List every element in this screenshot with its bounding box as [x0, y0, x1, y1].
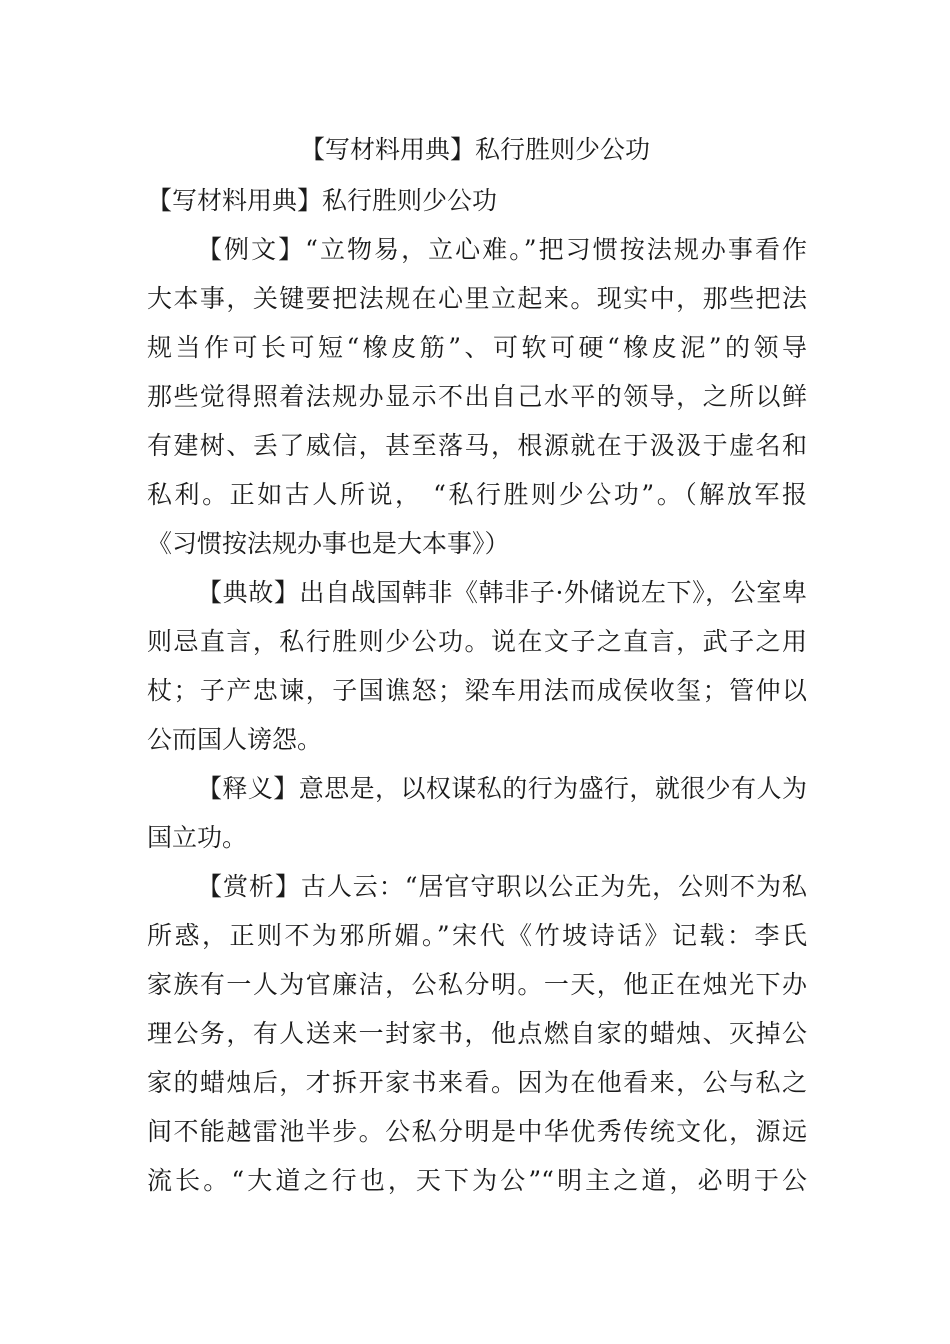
- text-line: 杖；子产忠谏，子国谯怒；梁车用法而成侯收玺；管仲以: [147, 676, 807, 705]
- text-line: 家的蜡烛后，才拆开家书来看。因为在他看来，公与私之: [147, 1068, 807, 1097]
- text-line: 《习惯按法规办事也是大本事》）: [147, 529, 510, 558]
- text-line: 那些觉得照着法规办显示不出自己水平的领导，之所以鲜: [147, 382, 807, 411]
- document-title: 【写材料用典】私行胜则少公功: [299, 135, 650, 164]
- text-line: 理公务，有人送来一封家书，他点燃自家的蜡烛、灭掉公: [147, 1019, 807, 1048]
- text-line: 家族有一人为官廉洁，公私分明。一天，他正在烛光下办: [147, 970, 807, 999]
- document-body: [147, 176, 807, 1205]
- text-line: 流长。“大道之行也，天下为公”“明主之道，必明于公: [147, 1166, 807, 1195]
- text-line: 私利。正如古人所说， “私行胜则少公功”。（解放军报: [147, 480, 807, 509]
- text-line: 【典故】出自战国韩非《韩非子·外储说左下》，公室卑: [197, 578, 807, 607]
- text-line: 国立功。: [147, 823, 248, 852]
- text-line: 【赏析】古人云：“居官守职以公正为先，公则不为私: [197, 872, 807, 901]
- text-line: 大本事，关键要把法规在心里立起来。现实中，那些把法: [147, 284, 807, 313]
- text-line: 规当作可长可短“橡皮筋”、可软可硬“橡皮泥”的领导: [147, 333, 807, 362]
- text-line: 公而国人谤怨。: [147, 725, 323, 754]
- text-line: 有建树、丢了威信，甚至落马，根源就在于汲汲于虚名和: [147, 431, 807, 460]
- text-line: 所惑，正则不为邪所媚。”宋代《竹坡诗话》记载：李氏: [147, 921, 807, 950]
- text-line: 【释义】意思是，以权谋私的行为盛行，就很少有人为: [197, 774, 807, 803]
- text-line: 则忌直言，私行胜则少公功。说在文子之直言，武子之用: [147, 627, 807, 656]
- text-line: 【写材料用典】私行胜则少公功: [147, 186, 498, 215]
- text-line: 【例文】“立物易，立心难。”把习惯按法规办事看作: [197, 235, 807, 264]
- text-line: 间不能越雷池半步。公私分明是中华优秀传统文化，源远: [147, 1117, 807, 1146]
